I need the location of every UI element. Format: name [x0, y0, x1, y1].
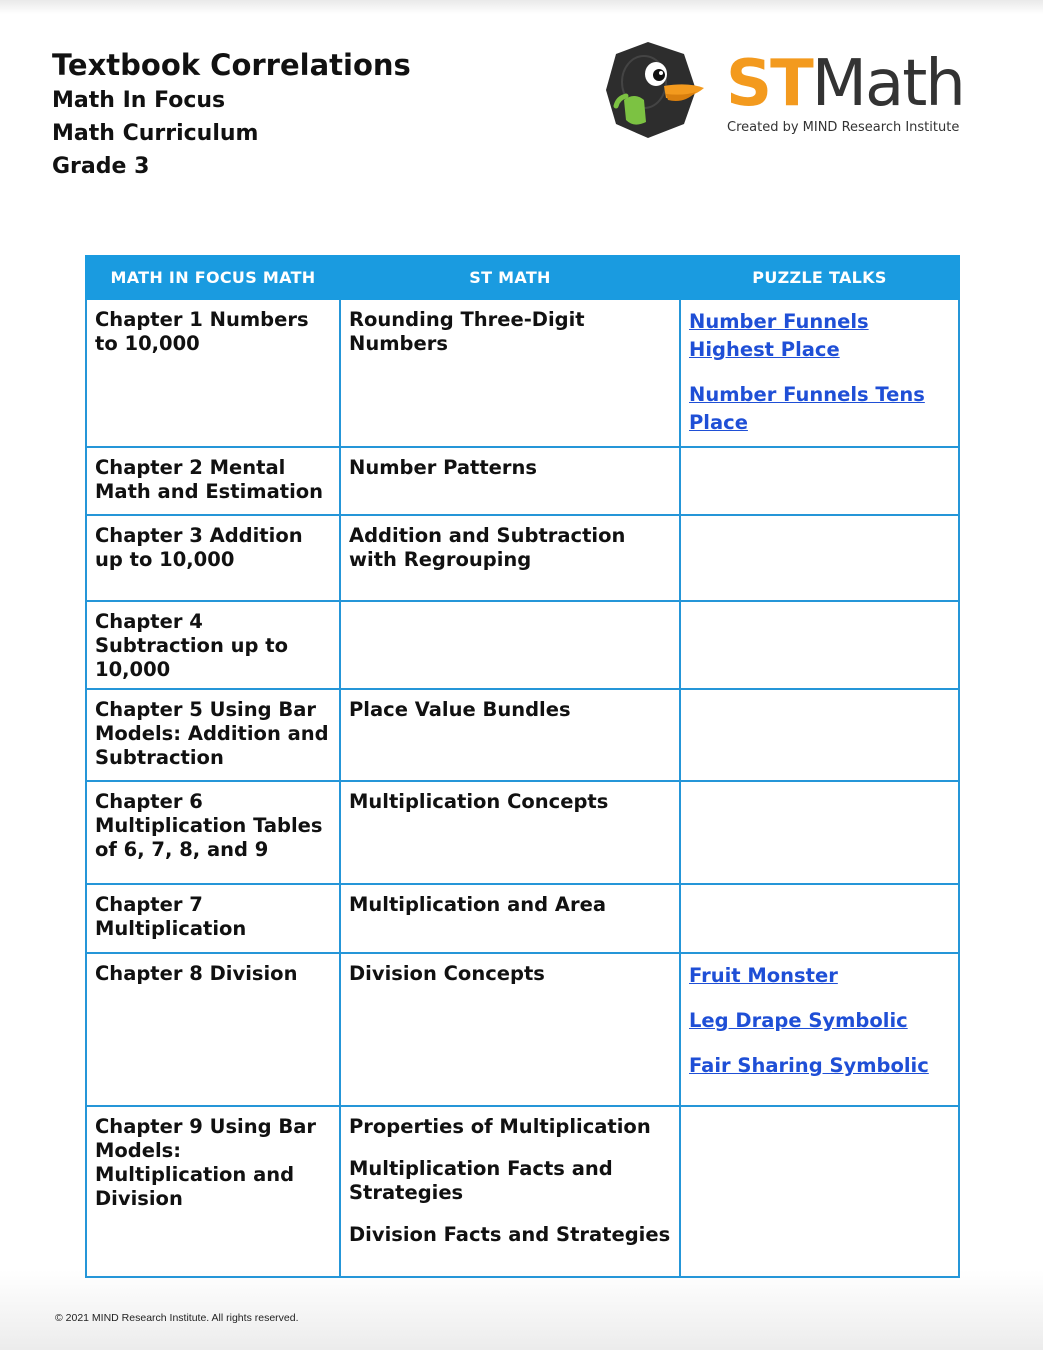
chapter-title: Chapter 9 Using Bar Models: Multiplication and Division — [95, 1115, 317, 1210]
puzzle-talks-cell — [680, 299, 959, 447]
st-math-cell — [340, 953, 680, 1106]
chapter-title: Chapter 8 Division — [95, 962, 298, 985]
column-header-puzzle-talks: PUZZLE TALKS — [680, 256, 959, 299]
puzzle-talks-cell — [680, 515, 959, 601]
table-row — [86, 884, 959, 953]
puzzle-talk-link[interactable]: Number Funnels Highest Place — [689, 310, 869, 361]
puzzle-talk-link[interactable]: Number Funnels Tens Place — [689, 383, 925, 434]
table-row — [86, 447, 959, 515]
table-row — [86, 1106, 959, 1277]
puzzle-talks-cell — [680, 689, 959, 781]
chapter-cell — [86, 601, 340, 689]
puzzle-talks-cell — [680, 447, 959, 515]
copyright-footer: © 2021 MIND Research Institute. All rights reserved. — [55, 1312, 299, 1324]
puzzle-talk-link[interactable]: Leg Drape Symbolic — [689, 1009, 908, 1032]
page-bottom-shade — [0, 1270, 1043, 1350]
st-math-cell — [340, 601, 680, 689]
document-title: Textbook Correlations — [52, 48, 411, 82]
chapter-title: Chapter 1 Numbers to 10,000 — [95, 308, 309, 355]
chapter-cell — [86, 1106, 340, 1277]
textbook-name: Math In Focus — [52, 88, 226, 113]
st-math-cell — [340, 884, 680, 953]
st-math-activity: Properties of Multiplication — [349, 1115, 651, 1138]
puzzle-talk-link[interactable]: Fruit Monster — [689, 964, 838, 987]
puzzle-talks-cell — [680, 884, 959, 953]
chapter-cell — [86, 953, 340, 1106]
correlation-table — [85, 255, 960, 1278]
st-math-logo — [604, 38, 984, 144]
st-math-activity: Multiplication and Area — [349, 893, 606, 916]
st-math-cell — [340, 299, 680, 447]
puzzle-talks-cell — [680, 953, 959, 1106]
st-math-activity: Addition and Subtraction with Regrouping — [349, 524, 626, 571]
table-row — [86, 515, 959, 601]
logo-math-text: Math — [811, 47, 964, 121]
chapter-title: Chapter 5 Using Bar Models: Addition and Subtraction — [95, 698, 329, 769]
st-math-activity: Multiplication Concepts — [349, 790, 609, 813]
chapter-title: Chapter 7 Multiplication — [95, 893, 247, 940]
st-math-cell — [340, 515, 680, 601]
table-row — [86, 689, 959, 781]
st-math-activity: Number Patterns — [349, 456, 538, 479]
table-row — [86, 299, 959, 447]
st-math-activity: Division Concepts — [349, 962, 545, 985]
table-header-row — [86, 256, 959, 299]
table-row — [86, 601, 959, 689]
column-header-st-math: ST MATH — [340, 256, 680, 299]
chapter-cell — [86, 689, 340, 781]
st-math-cell — [340, 689, 680, 781]
puzzle-talk-link[interactable]: Fair Sharing Symbolic — [689, 1054, 929, 1077]
column-header-math-in-focus: MATH IN FOCUS MATH — [86, 256, 340, 299]
puzzle-talks-cell — [680, 601, 959, 689]
puzzle-talks-cell — [680, 781, 959, 884]
chapter-title: Chapter 2 Mental Math and Estimation — [95, 456, 324, 503]
st-math-cell — [340, 447, 680, 515]
chapter-title: Chapter 4 Subtraction up to 10,000 — [95, 610, 288, 681]
st-math-cell — [340, 1106, 680, 1277]
penguin-mascot-icon — [604, 38, 710, 142]
curriculum-label: Math Curriculum — [52, 121, 259, 146]
table-body — [86, 299, 959, 1277]
table-row — [86, 953, 959, 1106]
grade-label: Grade 3 — [52, 154, 150, 179]
chapter-cell — [86, 447, 340, 515]
logo-tagline: Created by MIND Research Institute — [727, 120, 960, 135]
st-math-activity: Rounding Three-Digit Numbers — [349, 308, 585, 355]
table-row — [86, 781, 959, 884]
st-math-activity: Division Facts and Strategies — [349, 1223, 671, 1246]
chapter-cell — [86, 781, 340, 884]
logo-st-text: ST — [726, 47, 812, 121]
page-top-shade — [0, 0, 1043, 14]
chapter-title: Chapter 3 Addition up to 10,000 — [95, 524, 303, 571]
chapter-cell — [86, 299, 340, 447]
puzzle-talks-cell — [680, 1106, 959, 1277]
st-math-activity: Multiplication Facts and Strategies — [349, 1157, 613, 1204]
chapter-cell — [86, 515, 340, 601]
st-math-cell — [340, 781, 680, 884]
chapter-cell — [86, 884, 340, 953]
chapter-title: Chapter 6 Multiplication Tables of 6, 7, 8, and 9 — [95, 790, 323, 861]
st-math-activity: Place Value Bundles — [349, 698, 571, 721]
logo-wordmark — [726, 47, 964, 121]
document-header — [52, 46, 411, 183]
